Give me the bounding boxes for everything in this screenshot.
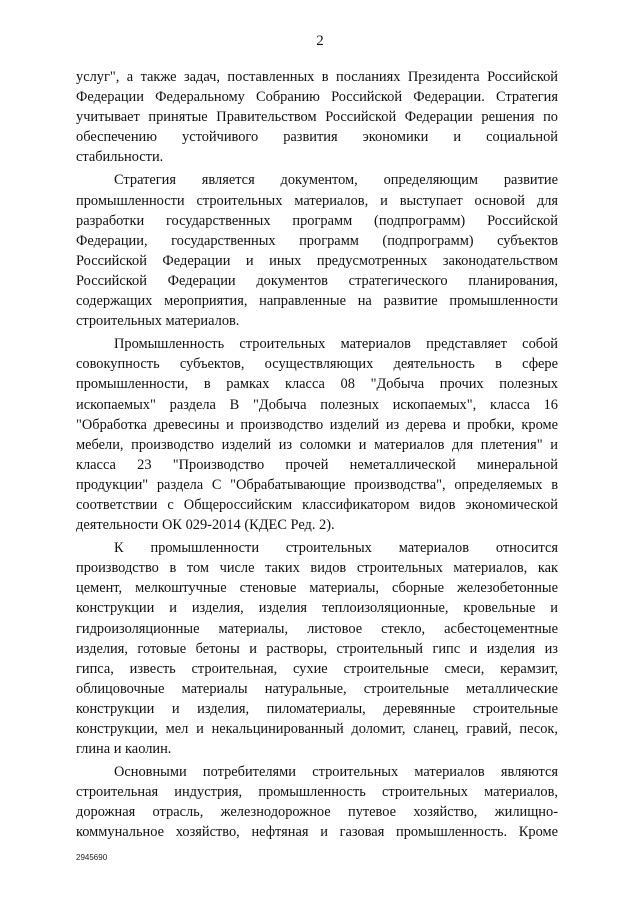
text-line: Российской Федерации и иных предусмотренных законодательством <box>76 252 558 269</box>
text-line: стабильности. <box>76 149 164 166</box>
text-line: обеспечению устойчивого развития экономики и социальной <box>76 129 558 146</box>
text-line: конструкции и изделия, изделия теплоизоляционные, кровельные и <box>76 600 558 617</box>
paragraph <box>76 538 558 759</box>
text-line: класса 23 "Производство прочей неметаллической минеральной <box>76 456 558 473</box>
paragraph <box>76 67 558 167</box>
text-line: мебели, производство изделий из соломки и материалов для плетения" и <box>76 436 558 453</box>
text-line: производство в том числе таких видов строительных материалов, как <box>76 560 558 577</box>
text-line: промышленности строительных материалов, и выступает основой для <box>76 192 558 209</box>
text-line: промышленности, в рамках класса 08 "Добыча прочих полезных <box>76 376 558 393</box>
text-line: коммунальное хозяйство, нефтяная и газовая промышленность. Кроме <box>76 824 558 841</box>
text-line: Стратегия является документом, определяющим развитие <box>114 172 558 189</box>
text-line: изделия, готовые бетоны и растворы, строительный гипс и изделия из <box>76 640 558 657</box>
text-line: глина и каолин. <box>76 741 172 758</box>
text-line: Промышленность строительных материалов представляет собой <box>114 336 558 353</box>
text-line: Основными потребителями строительных материалов являются <box>114 764 558 781</box>
text-line: совокупность субъектов, осуществляющих деятельность в сфере <box>76 356 558 373</box>
text-line: облицовочные материалы натуральные, строительные металлические <box>76 680 558 697</box>
text-line: соответствии с Общероссийским классификатором видов экономической <box>76 496 558 513</box>
text-line: содержащих мероприятия, направленные на развитие промышленности <box>76 293 558 310</box>
text-line: дорожная отрасль, железнодорожное путевое хозяйство, жилищно- <box>76 804 558 821</box>
text-line: строительных материалов. <box>76 313 240 330</box>
text-line: продукции" раздела C "Обрабатывающие производства", определяемых в <box>76 476 558 493</box>
paragraph <box>76 334 558 535</box>
text-line: учитывает принятые Правительством Российской Федерации решения по <box>76 109 558 126</box>
text-line: цемент, мелкоштучные стеновые материалы, сборные железобетонные <box>76 580 558 597</box>
text-line: конструкции и изделия, пиломатериалы, деревянные строительные <box>76 700 558 717</box>
text-line: конструкции, мел и некальцинированный доломит, сланец, гравий, песок, <box>76 721 558 737</box>
text-line: гипса, известь строительная, сухие строительные смеси, керамзит, <box>76 660 558 677</box>
text-line: гидроизоляционные материалы, листовое стекло, асбестоцементные <box>76 620 558 637</box>
text-line: услуг", а также задач, поставленных в посланиях Президента Российской <box>76 69 558 85</box>
text-line: разработки государственных программ (подпрограмм) Российской <box>76 212 558 229</box>
document-id-code: 2945690 <box>76 853 108 862</box>
paragraph <box>76 170 558 331</box>
text-line: Федерации Федеральному Собранию Российской Федерации. Стратегия <box>76 89 558 106</box>
text-line: "Обработка древесины и производство изделий из дерева и пробки, кроме <box>76 416 558 433</box>
text-line: строительная индустрия, промышленность строительных материалов, <box>76 784 558 801</box>
text-line: деятельности ОК 029-2014 (КДЕС Ред. 2). <box>76 517 335 534</box>
text-line: К промышленности строительных материалов относится <box>114 540 558 557</box>
paragraph <box>76 762 558 842</box>
text-line: Российской Федерации документов стратегического планирования, <box>76 272 558 289</box>
text-line: Федерации, государственных программ (подпрограмм) субъектов <box>76 232 558 249</box>
text-line: ископаемых" раздела B "Добыча полезных ископаемых", класса 16 <box>76 396 558 413</box>
document-body <box>76 67 558 846</box>
page-number: 2 <box>316 33 324 49</box>
